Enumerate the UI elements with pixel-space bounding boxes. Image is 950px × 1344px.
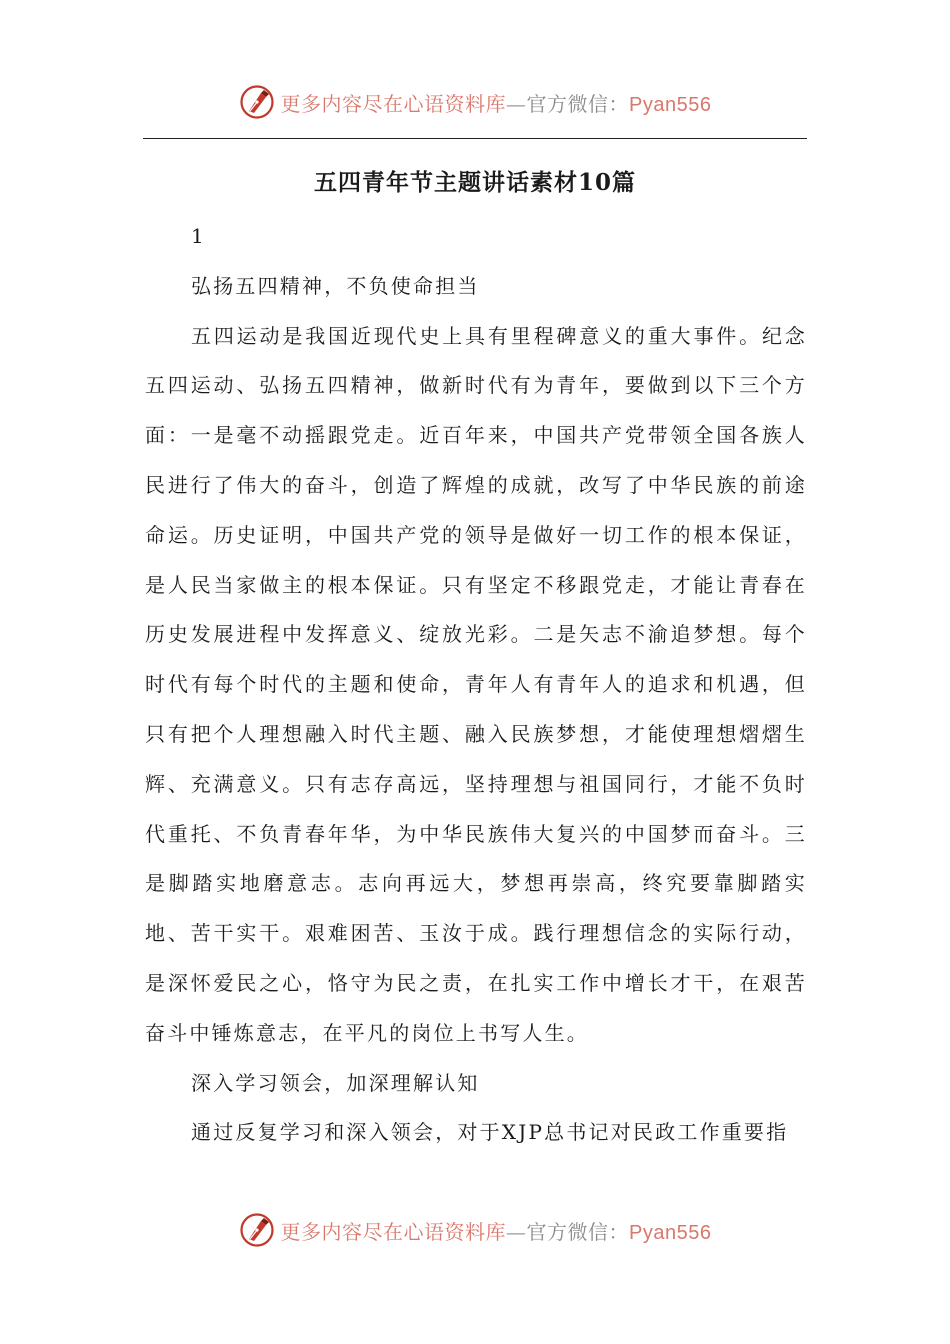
body-paragraph: 通过反复学习和深入领会，对于XJP总书记对民政工作重要指 bbox=[191, 1120, 789, 1145]
section-heading: 深入学习领会，加深理解认知 bbox=[191, 1070, 480, 1095]
banner-wechat-label: 官方微信： bbox=[526, 91, 630, 116]
header-divider bbox=[143, 138, 807, 139]
banner-wechat-id: Pyan556 bbox=[629, 93, 712, 116]
banner-wechat-label: 官方微信： bbox=[526, 1219, 630, 1244]
body-paragraph: 五四运动是我国近现代史上具有里程碑意义的重大事件。纪念五四运动、弘扬五四精神，做新时代有为青年，要做到以下三个方面：一是毫不动摇跟党走。近百年来，中国共产党带领全国各族人民进行了伟大的奋斗，创造了辉煌的成就，改写了中华民族的前途命运。历史证明，中国共产党的领导是做好一切工作的根本保证，是人民当家做主的根本保证。只有坚定不移跟党走，才能让青春在历史发展进程中发挥意义、绽放光彩。二是矢志不渝追梦想。每个时代有每个时代的主题和使命，青年人有青年人的追求和机遇，但只有把个人理想融入时代主题、融入民族梦想，才能使理想熠熠生辉、充满意义。只有志存高远，坚持理想与祖国同行，才能不负时代重托、不负青春年华，为中华民族伟大复兴的中国梦而奋斗。三是脚踏实地磨意志。志向再远大，梦想再崇高，终究要靠脚踏实地、苦干实干。艰难困苦、玉汝于成。践行理想信念的实际行动，是深怀爱民之心，恪守为民之责，在扎实工作中增长才干，在艰苦奋斗中锤炼意志，在平凡的岗位上书写人生。 bbox=[145, 323, 807, 1045]
banner-text bbox=[281, 88, 712, 117]
banner-separator: — bbox=[506, 91, 527, 116]
banner-separator: — bbox=[506, 1219, 527, 1244]
banner-lead-text: 更多内容尽在心语资料库 bbox=[280, 91, 507, 116]
section-number: 1 bbox=[191, 224, 206, 248]
footer-banner bbox=[0, 1208, 950, 1252]
document-title: 五四青年节主题讲话素材10篇 bbox=[313, 169, 636, 196]
pen-nib-logo-icon bbox=[239, 1212, 275, 1248]
document-body bbox=[145, 212, 807, 1158]
banner-wechat-id: Pyan556 bbox=[629, 1221, 712, 1244]
header-banner bbox=[0, 80, 950, 124]
banner-lead-text: 更多内容尽在心语资料库 bbox=[280, 1219, 507, 1244]
banner-text bbox=[281, 1216, 712, 1245]
pen-nib-logo-icon bbox=[239, 84, 275, 120]
section-heading: 弘扬五四精神，不负使命担当 bbox=[191, 273, 480, 298]
